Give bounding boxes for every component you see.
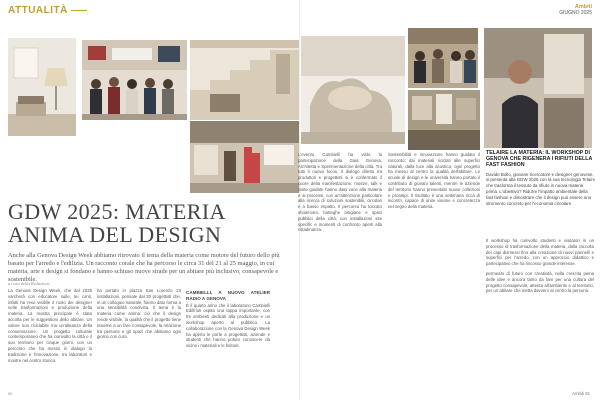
photo-gallery-space [408,90,480,150]
photo-interior-lamp [8,38,76,136]
sidebar-box-continued: Il workshop ha coinvolto studenti e visitatori in un processo di trasformazione della materia, dalla raccolta dei capi dismessi fino alla creazione di nuovi pannelli e superfici per l'arredo, con un approccio didattico e partecipativo che ha riscosso grande interesse. [486,238,594,267]
body-column-5: Sostenibilità e innovazione hanno guidato il racconto: dai materiali riciclati alle superfici naturali, dalla luce alla acustica, ogni progetto ha messo al centro la qualità dell'abitare. Le scuole di design e le università hanno portato il contributo di giovani talenti, mentre le aziende del territorio hanno presentato nuove collezioni e prototipi. Il risultato è una settimana ricca di incontri, capace di unire visione e concretezza nel segno della materia. [388,152,480,210]
body-column-6 [486,238,594,388]
right-header-date: GIUGNO 2025 [559,10,592,16]
photo-portrait [484,28,592,148]
section-header: ATTUALITÀ [8,5,87,16]
closing-text: permeato di futuro con creatività, nella crescita piena delle idee e ancora tanto da fare per una cultura del progetto consapevole, attenta all'ambiente e al territorio, per un abitare che metta davvero al centro la persona. [486,270,594,294]
sidebar-box-body: Davide Bollo, giovane ricercatore e designer genovese, si presenta alla GDW 2025 con la sua tecnologia Telaire che trasforma il tessuto da rifiuto in nuova materia prima. L'obiettivo? Ridurre l'impatto ambientale della fast fashion e dimostrare che il design può essere uno strumento concreto per l'economia circolare. [486,171,596,206]
body-column-2: ha portato in piazza San Lorenzo 23 installazioni, pensate dal 20 progettisti che, in un colloquio naturale, hanno dato forma a una sensibilità condivisa. Il tema è la materia come anima: ciò che il design rende visibile, la qualità che il progetto tiene insieme a un fare consapevole, la relazione tra persone e gli spazi che abitiamo ogni giorno con cura. [97,288,181,340]
photo-audience [408,28,478,88]
column-text: È il quarto anno che il laboratorio Cambielli Edilfriuli ospita una tappa importante, con tre ambienti dedicati alla produzione e un workshop aperto al pubblico. La collaborazione con la Genova Design Week ha aperto le porte a progettisti, aziende e studenti che hanno potuto conoscere da vicino i materiali e le finiture. [186,302,270,349]
sidebar-box [486,150,596,236]
column-heading: CAMBIELLI, A NUOVO ATELIER RADIO A GENOVA [186,290,270,301]
article-title: GDW 2025: MATERIA ANIMA DEL DESIGN [8,199,225,247]
right-header [559,4,592,16]
photo-staircase [190,40,300,120]
body-column-4: L'evento Cambielli ha visto la partecipazione della Gaia Genova, Architetta e Sperimentazione della città. Tra tutti il nuovo focus, il dialogo diretto tra produttori e progettisti si è confermato il cuore della manifestazione: mostre, talk e visite guidate hanno dato voce alla materia e ai processi, con un'attenzione particolare alla ricerca di soluzioni sostenibili, circolari e a basso impatto. Il percorso ha toccato showroom, botteghe artigiane e spazi pubblici della città, con installazioni site specific e momenti di confronto aperti alla cittadinanza. [298,152,382,233]
article-subtitle: Anche alla Genova Design Week abbiamo ritrovato il tema della materia come motore del futuro dello più basato per l'arredo e l'edilizia. Un racconto corale che ha percorso le circa 31 del 21 al 25 maggio, in cui materia, arte e design si fondano e hanno schiuso nuove strade per un abitare più inclusivo, consapevole e sostenibile. [8,252,280,283]
page-number-left: 80 [8,391,13,396]
photo-exhibit-hall [190,121,300,193]
photo-event-crowd [82,40,187,120]
sidebar-box-title: TELAIRE LA MATERIA: IL WORKSHOP DI GENOVA CHE RIGENERA I RIFIUTI DELLA FAST FASHION [486,150,593,169]
article-author: a cura della Redazione [8,281,50,286]
page-number-right: Ambiti 81 [572,391,590,396]
body-column-3 [186,288,270,388]
photo-stone-installation [300,36,405,144]
right-header-title: Ambiti [574,4,592,10]
body-column-1: La Genova Design Week, che dal 2025 varcherà con educatore sulle, lei conti, infatti ha reso visibile il ruolo dei designer nelle trasformazioni e produzione della materia. La mostra principale è stata accolta per le suggestioni dello abitare. Un valore non riciclabile ma un'alleanza della conservazione. Un progetto culturale contemporaneo che ha coinvolto la città e il suo territorio per cinque giorni, con un percorso che ha messo in dialogo la tradizione e l'innovazione, tra laboratori e mostre nel centro storico. [8,288,92,363]
